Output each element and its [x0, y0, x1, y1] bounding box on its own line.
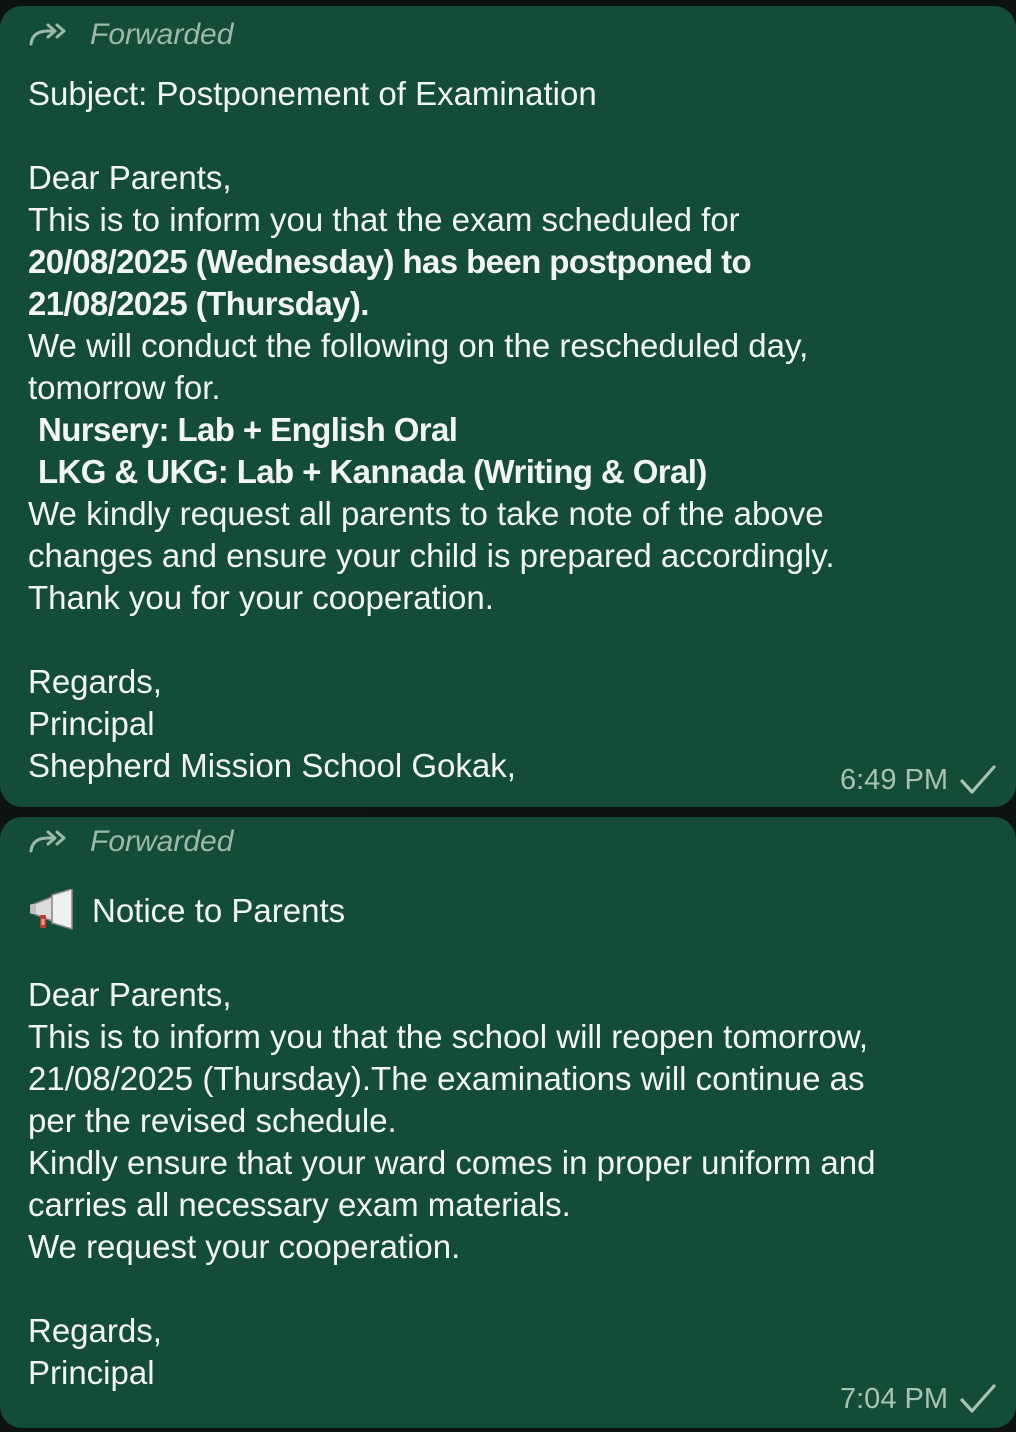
message-line: per the revised schedule.: [28, 1102, 397, 1139]
message-subject: Subject: Postponement of Examination: [28, 75, 597, 112]
checkmark-icon: [958, 1382, 998, 1416]
message-line: This is to inform you that the school will reopen tomorrow,: [28, 1018, 869, 1055]
message-text: [28, 73, 992, 787]
forward-arrow-icon: [28, 22, 68, 48]
message-greeting: Dear Parents,: [28, 159, 232, 196]
message-line: We kindly request all parents to take note of the above: [28, 495, 824, 532]
message-line: tomorrow for.: [28, 369, 221, 406]
blank-line: [28, 115, 992, 157]
blank-line: [28, 932, 992, 974]
message-line-bold: 21/08/2025 (Thursday).: [28, 285, 369, 322]
message-time: 7:04 PM: [840, 1382, 948, 1415]
message-signature: Principal: [28, 705, 155, 742]
message-line-bold: 20/08/2025 (Wednesday) has been postponed to: [28, 243, 752, 280]
message-line: changes and ensure your child is prepared accordingly.: [28, 537, 835, 574]
message-meta: [840, 1382, 998, 1416]
message-regards: Regards,: [28, 1312, 162, 1349]
message-line-bold: LKG & UKG: Lab + Kannada (Writing & Oral): [38, 453, 707, 490]
forwarded-indicator: [28, 18, 233, 52]
message-school: Shepherd Mission School Gokak,: [28, 747, 516, 784]
forward-arrow-icon: [28, 829, 68, 855]
message-regards: Regards,: [28, 663, 162, 700]
message-signature: Principal: [28, 1354, 155, 1391]
message-line: 21/08/2025 (Thursday).The examinations will continue as: [28, 1060, 865, 1097]
message-title-line: [28, 890, 992, 932]
message-bubble[interactable]: [0, 6, 1016, 807]
message-time: 6:49 PM: [840, 763, 948, 796]
message-title: Notice to Parents: [92, 892, 346, 929]
forwarded-label: Forwarded: [90, 18, 234, 51]
message-line: carries all necessary exam materials.: [28, 1186, 571, 1223]
message-line-bold: Nursery: Lab + English Oral: [38, 411, 458, 448]
message-meta: [840, 763, 998, 797]
message-line: Kindly ensure that your ward comes in proper uniform and: [28, 1144, 876, 1181]
forwarded-label: Forwarded: [90, 825, 234, 858]
blank-line: [28, 619, 992, 661]
checkmark-icon: [958, 763, 998, 797]
blank-line: [28, 1268, 992, 1310]
forwarded-indicator: [28, 825, 233, 859]
message-greeting: Dear Parents,: [28, 976, 232, 1013]
message-line: We will conduct the following on the rescheduled day,: [28, 327, 809, 364]
megaphone-icon: [28, 889, 76, 931]
message-line: Thank you for your cooperation.: [28, 579, 494, 616]
message-line: We request your cooperation.: [28, 1228, 461, 1265]
message-line: This is to inform you that the exam scheduled for: [28, 201, 740, 238]
message-text: [28, 890, 992, 1394]
message-bubble[interactable]: [0, 817, 1016, 1428]
